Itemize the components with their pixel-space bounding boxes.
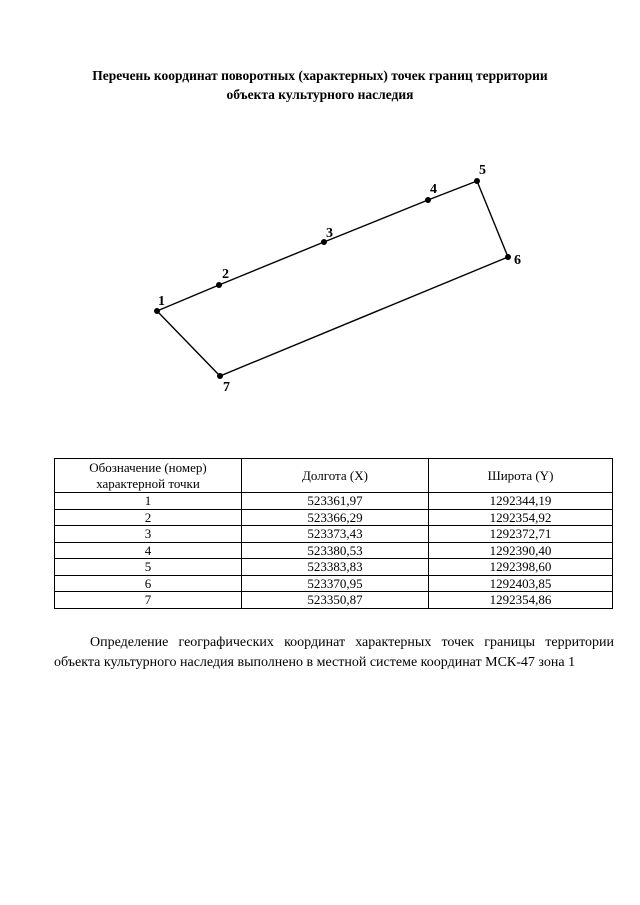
cell-point-number: 4 — [55, 542, 242, 559]
table-header-row — [55, 459, 613, 493]
point-2-label: 2 — [222, 267, 229, 282]
title-line-1: Перечень координат поворотных (характерных) точек границ территории — [92, 68, 548, 83]
cell-longitude: 523361,97 — [242, 493, 429, 510]
table-row — [55, 575, 613, 592]
point-5-marker — [474, 178, 480, 184]
cell-point-number: 1 — [55, 493, 242, 510]
cell-longitude: 523383,83 — [242, 559, 429, 576]
cell-longitude: 523350,87 — [242, 592, 429, 609]
table-row — [55, 542, 613, 559]
cell-latitude: 1292398,60 — [429, 559, 613, 576]
table-row — [55, 526, 613, 543]
header-longitude: Долгота (X) — [242, 459, 429, 493]
point-6-marker — [505, 254, 511, 260]
document-title — [40, 66, 600, 104]
coordinate-system-note: Определение географических координат характерных точек границы территории объекта культурного наследия выполнено в местной системе координат МСК-47 зона 1 — [54, 635, 614, 670]
cell-latitude: 1292372,71 — [429, 526, 613, 543]
table-row — [55, 509, 613, 526]
title-line-2: объекта культурного наследия — [226, 87, 414, 102]
cell-longitude: 523380,53 — [242, 542, 429, 559]
point-1-label: 1 — [158, 294, 165, 309]
boundary-polygon — [157, 181, 508, 376]
point-3-label: 3 — [326, 226, 333, 241]
cell-point-number: 5 — [55, 559, 242, 576]
cell-point-number: 6 — [55, 575, 242, 592]
cell-latitude: 1292354,92 — [429, 509, 613, 526]
cell-latitude: 1292344,19 — [429, 493, 613, 510]
point-4-marker — [425, 197, 431, 203]
table-row — [55, 493, 613, 510]
point-4-label: 4 — [430, 182, 437, 197]
point-7-marker — [217, 373, 223, 379]
cell-point-number: 2 — [55, 509, 242, 526]
coordinates-table — [54, 458, 613, 609]
cell-latitude: 1292403,85 — [429, 575, 613, 592]
boundary-scheme — [0, 150, 640, 400]
cell-point-number: 3 — [55, 526, 242, 543]
point-7-label: 7 — [223, 380, 230, 395]
header-latitude: Широта (Y) — [429, 459, 613, 493]
header-point-number: Обозначение (номер) характерной точки — [55, 459, 242, 493]
cell-longitude: 523373,43 — [242, 526, 429, 543]
table-row — [55, 559, 613, 576]
point-5-label: 5 — [479, 163, 486, 178]
point-6-label: 6 — [514, 253, 521, 268]
cell-longitude: 523370,95 — [242, 575, 429, 592]
cell-latitude: 1292354,86 — [429, 592, 613, 609]
cell-longitude: 523366,29 — [242, 509, 429, 526]
cell-latitude: 1292390,40 — [429, 542, 613, 559]
point-2-marker — [216, 282, 222, 288]
cell-point-number: 7 — [55, 592, 242, 609]
table-row — [55, 592, 613, 609]
